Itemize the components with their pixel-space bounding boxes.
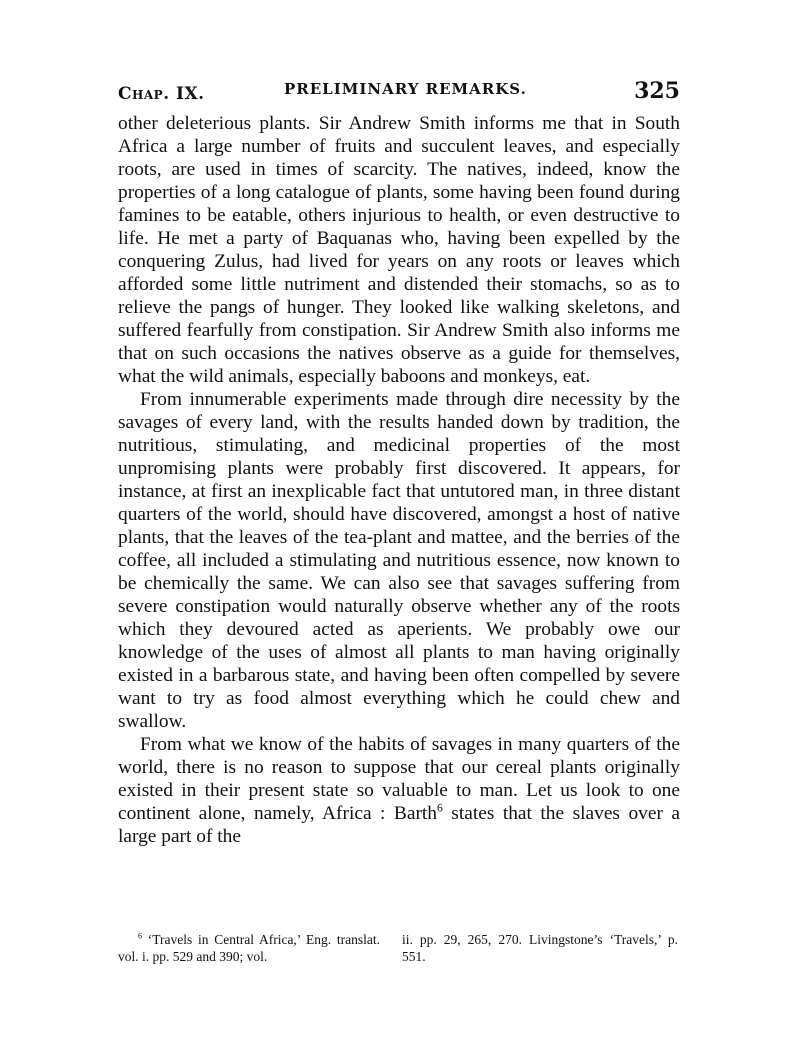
paragraph-continued: other deleterious plants. Sir Andrew Smith informs me that in South Africa a large number of fruits and succulent leaves, and especially roots, are used in times of scarcity. The natives, indeed, know the properties of a long catalogue of plants, some having been found during famines to be eatable, others injurious to health, or even destructive to life. He met a party of Baquanas who, having been expelled by the conquering Zulus, had lived for years on any roots or leaves which afforded some little nutriment and distended their stomachs, so as to relieve the pangs of hunger. They looked like walking skeletons, and suffered fearfully from constipation. Sir Andrew Smith also informs me that on such occasions the natives observe as a guide for themselves, what the wild animals, especially baboons and monkeys, eat. [118, 113, 680, 387]
footnote-reference[interactable]: 6 [437, 801, 443, 815]
book-page [118, 78, 680, 848]
paragraph-experiments: From innumerable experiments made through dire necessity by the savages of every land, with the results handed down by tradition, the nutritious, stimulating, and medicinal properties of the most unpromising plants were probably first discovered. It appears, for instance, at first an inexplicable fact that untutored man, in three distant quarters of the world, should have discovered, amongst a host of native plants, that the leaves of the tea-plant and mattee, and the berries of the coffee, all included a stimulating and nutritious essence, now known to be chemically the same. We can also see that savages suffering from severe constipation would naturally observe whether any of the roots which they devoured acted as aperients. We probably owe our knowledge of the uses of almost all plants to man having originally existed in a barbarous state, and having been often compelled by severe want to try as food almost everything which he could chew and swallow. [118, 389, 680, 732]
paragraph-cereal-text: From what we know of the habits of savages in many quarters of the world, there is no reason to suppose that our cereal plants originally existed in their present state so valuable to man. Let us look to one continent alone, namely, [118, 734, 680, 824]
last-line-start: Africa : Barth [322, 803, 437, 824]
last-line-end: states that the slaves over a large part of the [118, 803, 680, 847]
paragraph-cereal-plants [118, 733, 680, 848]
footnote-left-column [118, 931, 380, 965]
footnote-left-text: ‘Travels in Central Africa,’ Eng. translat. vol. i. pp. 529 and 390; vol. [118, 932, 380, 964]
page-number: 325 [634, 78, 680, 104]
body-text [118, 112, 680, 848]
footnote-right-column: ii. pp. 29, 265, 270. Livingstone’s ‘Travels,’ p. 551. [402, 932, 678, 964]
running-title: PRELIMINARY REMARKS. [284, 80, 527, 98]
running-head [118, 78, 680, 112]
chapter-label: Chap. IX. [118, 84, 205, 104]
footnotes [118, 931, 678, 965]
footnote-mark: 6 [138, 931, 143, 941]
